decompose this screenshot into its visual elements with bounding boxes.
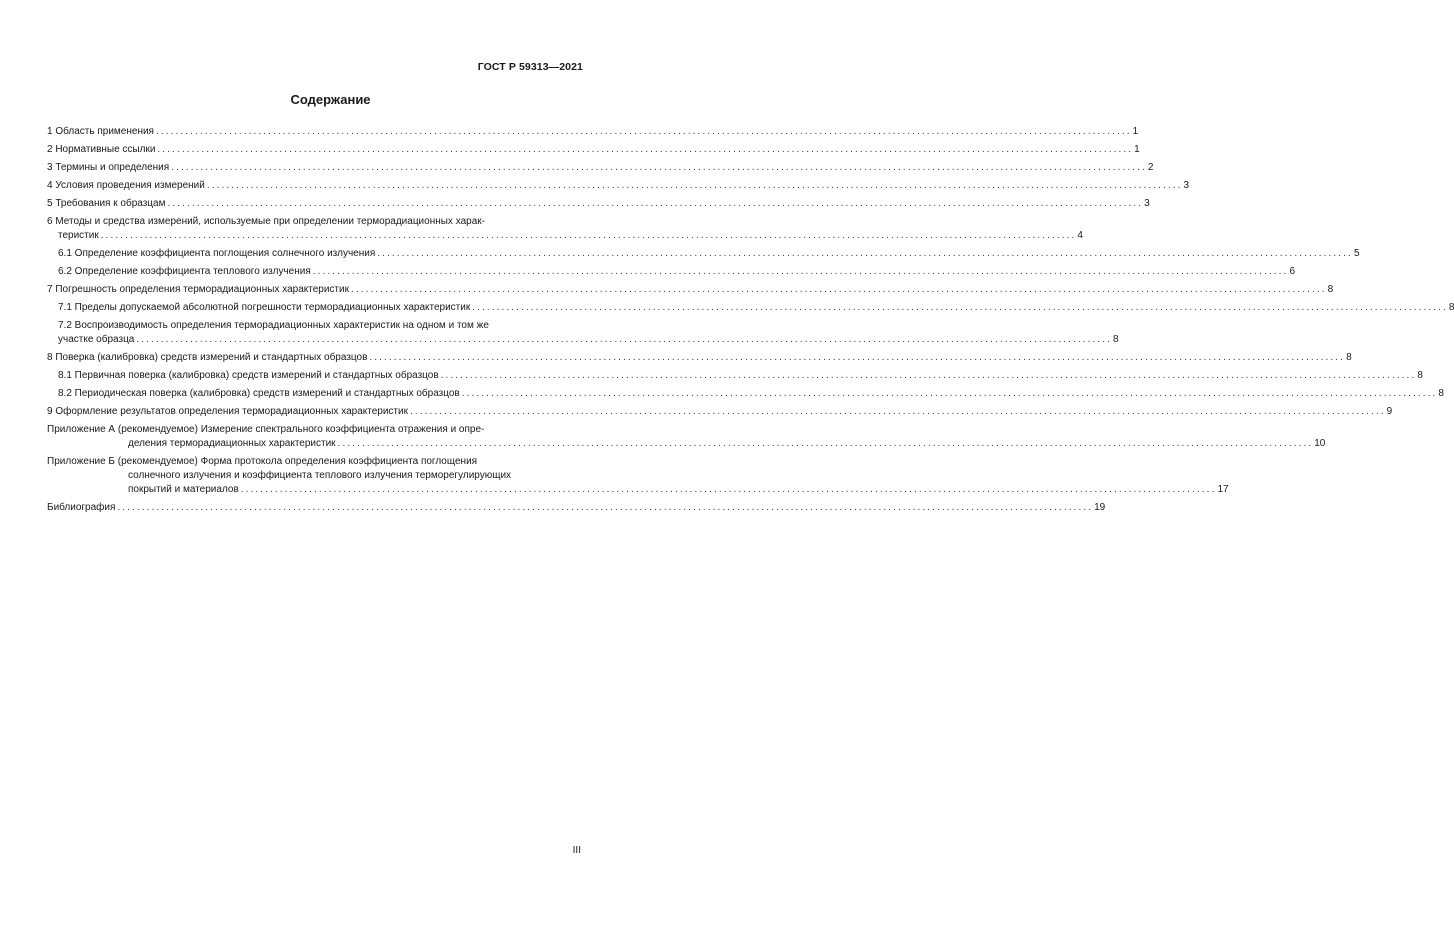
dot-leader: ........................................................................................................................................................................................................ bbox=[155, 126, 1132, 137]
toc-entry-text: 6.2 Определение коэффициента теплового излучения bbox=[58, 266, 311, 277]
toc-entry-text: 9 Оформление результатов определения терморадиационных характеристик bbox=[47, 406, 408, 417]
toc-entry-text: 7.2 Воспроизводимость определения терморадиационных характеристик на одном и том же bbox=[58, 320, 489, 331]
dot-leader: ........................................................................................................................................................................................................ bbox=[350, 284, 1327, 295]
toc-appendix-a[interactable] bbox=[47, 423, 1326, 451]
toc-entry-text: 1 Область применения bbox=[47, 126, 154, 137]
dot-leader: ........................................................................................................................................................................................................ bbox=[461, 388, 1438, 399]
toc-entry-text-continued: покрытий и материалов bbox=[128, 484, 239, 495]
dot-leader: ........................................................................................................................................................................................................ bbox=[440, 370, 1417, 381]
toc-page-number: 8 bbox=[1417, 370, 1423, 381]
toc-page-number: 8 bbox=[1346, 352, 1352, 363]
toc-entry-text: 5 Требования к образцам bbox=[47, 198, 166, 209]
toc-entry-4[interactable] bbox=[47, 179, 1190, 193]
toc-page-number: 8 bbox=[1327, 284, 1334, 295]
dot-leader: ........................................................................................................................................................................................................ bbox=[240, 484, 1217, 495]
toc-entry-text: 4 Условия проведения измерений bbox=[47, 180, 205, 191]
dot-leader: ........................................................................................................................................................................................................ bbox=[337, 438, 1314, 449]
toc-entry-text: 8 Поверка (калибровка) средств измерений и стандартных образцов bbox=[47, 352, 368, 363]
toc-entry-8-1[interactable] bbox=[47, 369, 1423, 383]
toc-entry-text: 6 Методы и средства измерений, используемые при определении терморадиационных харак- bbox=[47, 216, 485, 227]
toc-page-number: 8 bbox=[1113, 334, 1119, 345]
toc-entry-text: 7.1 Пределы допускаемой абсолютной погрешности терморадиационных характеристик bbox=[58, 302, 471, 313]
dot-leader: ........................................................................................................................................................................................................ bbox=[167, 198, 1144, 209]
toc-page-number: 4 bbox=[1077, 230, 1083, 241]
toc-entry-2[interactable] bbox=[47, 143, 1140, 157]
toc-entry-text: 8.1 Первичная поверка (калибровка) средств измерений и стандартных образцов bbox=[58, 370, 439, 381]
toc-entry-8-2[interactable] bbox=[47, 387, 1444, 401]
toc-entry-6-1[interactable] bbox=[47, 247, 1360, 261]
page-number-roman: III bbox=[572, 845, 581, 856]
dot-leader: ........................................................................................................................................................................................................ bbox=[409, 406, 1386, 417]
dot-leader: ........................................................................................................................................................................................................ bbox=[472, 302, 1448, 313]
table-of-contents bbox=[47, 125, 1454, 519]
toc-entry-8[interactable] bbox=[47, 351, 1352, 365]
toc-entry-text: 7 Погрешность определения терморадиационных характеристик bbox=[47, 284, 349, 295]
toc-entry-text-continued: теристик bbox=[58, 230, 99, 241]
toc-page-number: 2 bbox=[1147, 162, 1154, 173]
toc-entry-7[interactable] bbox=[47, 283, 1334, 297]
toc-page-number: 9 bbox=[1386, 406, 1393, 417]
toc-page-number: 1 bbox=[1132, 126, 1139, 137]
toc-page-number: 5 bbox=[1353, 248, 1360, 259]
toc-appendix-b[interactable] bbox=[47, 455, 1229, 497]
toc-page-number: 6 bbox=[1289, 266, 1295, 277]
toc-entry-5[interactable] bbox=[47, 197, 1150, 211]
toc-entry-7-1[interactable] bbox=[47, 301, 1454, 315]
toc-entry-text: Приложение А (рекомендуемое) Измерение спектрального коэффициента отражения и опре- bbox=[47, 424, 485, 435]
toc-entry-text-continued: солнечного излучения и коэффициента теплового излучения терморегулирующих bbox=[128, 470, 512, 481]
dot-leader: ........................................................................................................................................................................................................ bbox=[136, 334, 1113, 345]
toc-bibliography[interactable] bbox=[47, 501, 1106, 515]
toc-entry-9[interactable] bbox=[47, 405, 1393, 419]
toc-entry-text-continued: деления терморадиационных характеристик bbox=[128, 438, 336, 449]
toc-page-number: 8 bbox=[1448, 302, 1454, 313]
dot-leader: ........................................................................................................................................................................................................ bbox=[171, 162, 1147, 173]
toc-entry-6[interactable] bbox=[47, 215, 1083, 243]
standard-header: ГОСТ Р 59313—2021 bbox=[477, 61, 583, 73]
toc-page-number: 10 bbox=[1314, 438, 1326, 449]
toc-entry-text: 6.1 Определение коэффициента поглощения солнечного излучения bbox=[58, 248, 376, 259]
toc-entry-6-2[interactable] bbox=[47, 265, 1295, 279]
toc-entry-7-2[interactable] bbox=[47, 319, 1119, 347]
dot-leader: ........................................................................................................................................................................................................ bbox=[312, 266, 1289, 277]
toc-page-number: 1 bbox=[1134, 144, 1140, 155]
toc-entry-text: Приложение Б (рекомендуемое) Форма протокола определения коэффициента поглощения bbox=[47, 456, 478, 467]
toc-page-number: 3 bbox=[1144, 198, 1150, 209]
toc-page-number: 3 bbox=[1183, 180, 1190, 191]
dot-leader: ........................................................................................................................................................................................................ bbox=[157, 144, 1134, 155]
toc-entry-text: 3 Термины и определения bbox=[47, 162, 170, 173]
toc-entry-text: 2 Нормативные ссылки bbox=[47, 144, 156, 155]
toc-entry-1[interactable] bbox=[47, 125, 1139, 139]
toc-page-number: 19 bbox=[1094, 502, 1106, 513]
toc-entry-text: 8.2 Периодическая поверка (калибровка) средств измерений и стандартных образцов bbox=[58, 388, 460, 399]
dot-leader: ........................................................................................................................................................................................................ bbox=[100, 230, 1077, 241]
toc-entry-text-continued: участке образца bbox=[58, 334, 135, 345]
page-title: Содержание bbox=[290, 92, 371, 107]
dot-leader: ........................................................................................................................................................................................................ bbox=[117, 502, 1094, 513]
toc-entry-text: Библиография bbox=[47, 502, 116, 513]
dot-leader: ........................................................................................................................................................................................................ bbox=[369, 352, 1346, 363]
toc-page-number: 17 bbox=[1217, 484, 1229, 495]
dot-leader: ........................................................................................................................................................................................................ bbox=[206, 180, 1183, 191]
toc-page-number: 8 bbox=[1438, 388, 1444, 399]
toc-entry-3[interactable] bbox=[47, 161, 1154, 175]
dot-leader: ........................................................................................................................................................................................................ bbox=[377, 248, 1353, 259]
